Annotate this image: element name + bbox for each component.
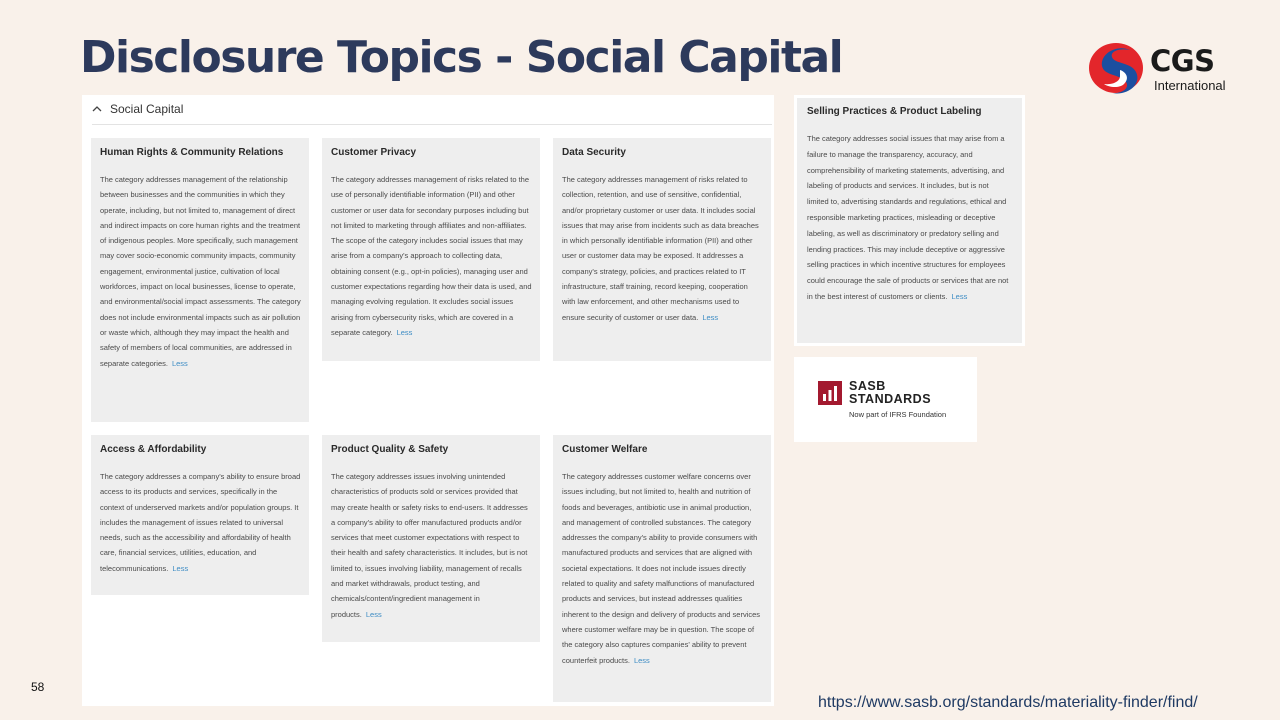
sasb-logo <box>794 357 977 442</box>
card-title: Customer Welfare <box>562 444 648 455</box>
slide-title: Disclosure Topics - Social Capital <box>80 32 843 83</box>
source-url-link[interactable]: https://www.sasb.org/standards/materiality-finder/find/ <box>818 694 1198 711</box>
less-link[interactable]: Less <box>633 655 650 665</box>
section-toggle[interactable] <box>92 102 772 125</box>
topic-card-product-quality <box>322 435 540 642</box>
card-title: Data Security <box>562 147 626 158</box>
less-link[interactable]: Less <box>702 312 719 322</box>
chevron-up-icon[interactable] <box>92 105 102 113</box>
sasb-wordmark: SASB STANDARDS <box>849 379 932 406</box>
card-description: The category addresses management of risks related to collection, retention, and use of sensitive, confidential, and/or proprietary customer or user data. It includes social issues that may arise from incidents such as data breaches in which personally identifiable information (PII) and other user or customer data may be exposed. It addresses a company's strategy, policies, and practices related to IT infrastructure, staff training, record keeping, cooperation with law enforcement, and other mechanisms used to ensure security of customer or user data. Less <box>562 175 759 322</box>
topic-card-customer-privacy <box>322 138 540 361</box>
sasb-tagline: Now part of IFRS Foundation <box>849 410 947 419</box>
less-link[interactable]: Less <box>172 563 189 573</box>
cgs-wordmark: CGS <box>1150 44 1215 78</box>
materiality-panel <box>82 95 774 706</box>
card-description: The category addresses a company's ability to ensure broad access to its products and services, specifically in the context of underserved markets and/or population groups. It includes the management of issues related to universal needs, such as the accessibility and affordability of health care, financial services, utilities, education, and telecommunications. Less <box>100 472 301 573</box>
card-description: The category addresses customer welfare concerns over issues including, but not limited to, health and nutrition of foods and beverages, antibiotic use in animal production, and management of controlled substances. The category addresses the company's ability to provide consumers with manufactured products and services that are aligned with societal expectations. It does not include issues directly related to quality and safety malfunctions of manufactured products and services, but instead addresses qualities inherent to the design and delivery of products and services where customer welfare may be in question. The scope of the category also captures companies' ability to prevent counterfeit products. Less <box>562 472 761 665</box>
card-title: Access & Affordability <box>100 444 207 455</box>
less-link[interactable]: Less <box>365 609 382 619</box>
card-description: The category addresses issues involving unintended characteristics of products sold or services provided that may create health or safety risks to end-users. It addresses a company's ability to offer manufactured products and/or services that meet customer expectations with respect to their health and safety characteristics. It includes, but is not limited to, issues involving liability, management of recalls and market withdrawals, product testing, and chemicals/content/ingredient management in products. Less <box>331 472 528 619</box>
card-description: The category addresses management of the relationship between businesses and the communities in which they operate, including, but not limited to, management of direct and indirect impacts on core human rights and the treatment of indigenous peoples. More specifically, such management may cover socio-economic community impacts, community engagement, environmental justice, cultivation of local workforces, impact on local businesses, license to operate, and environmental/social impact assessments. The category does not include environmental impacts such as air pollution or waste which, although they may impact the health and safety of members of local communities, are addressed in separate categories. Less <box>100 175 301 368</box>
sasb-bars-icon <box>818 381 842 405</box>
cgs-logo <box>1086 40 1236 96</box>
topic-card-access-affordability <box>91 435 309 595</box>
less-link[interactable]: Less <box>171 358 188 368</box>
card-title: Selling Practices & Product Labeling <box>807 106 982 117</box>
topic-card-data-security <box>553 138 771 361</box>
topic-card-customer-welfare <box>553 435 771 702</box>
cgs-swirl-icon <box>1086 40 1146 96</box>
card-title: Human Rights & Community Relations <box>100 147 284 158</box>
cgs-subtitle: International <box>1154 78 1226 93</box>
topic-card-human-rights <box>91 138 309 422</box>
less-link[interactable]: Less <box>951 291 968 301</box>
topic-card-selling-practices <box>794 95 1025 346</box>
section-label: Social Capital <box>110 102 184 116</box>
card-description: The category addresses social issues that may arise from a failure to manage the transparency, accuracy, and comprehensibility of marketing statements, advertising, and labeling of products and services. It includes, but is not limited to, advertising standards and regulations, ethical and responsible marketing practices, misleading or deceptive labeling, as well as discriminatory or predatory selling and lending practices. This may include deceptive or aggressive selling practices in which incentive structures for employees could encourage the sale of products or services that are not in the best interest of customers or clients. Less <box>807 134 1009 301</box>
card-title: Product Quality & Safety <box>331 444 449 455</box>
card-description: The category addresses management of risks related to the use of personally identifiable information (PII) and other customer or user data for secondary purposes including but not limited to marketing through affiliates and non-affiliates. The scope of the category includes social issues that may arise from a company's approach to collecting data, obtaining consent (e.g., opt-in policies), managing user and customer expectations regarding how their data is used, and managing evolving regulation. It excludes social issues arising from cybersecurity risks, which are covered in a separate category. Less <box>331 175 532 337</box>
card-title: Customer Privacy <box>331 147 417 158</box>
page-number: 58 <box>31 680 45 694</box>
less-link[interactable]: Less <box>396 327 413 337</box>
